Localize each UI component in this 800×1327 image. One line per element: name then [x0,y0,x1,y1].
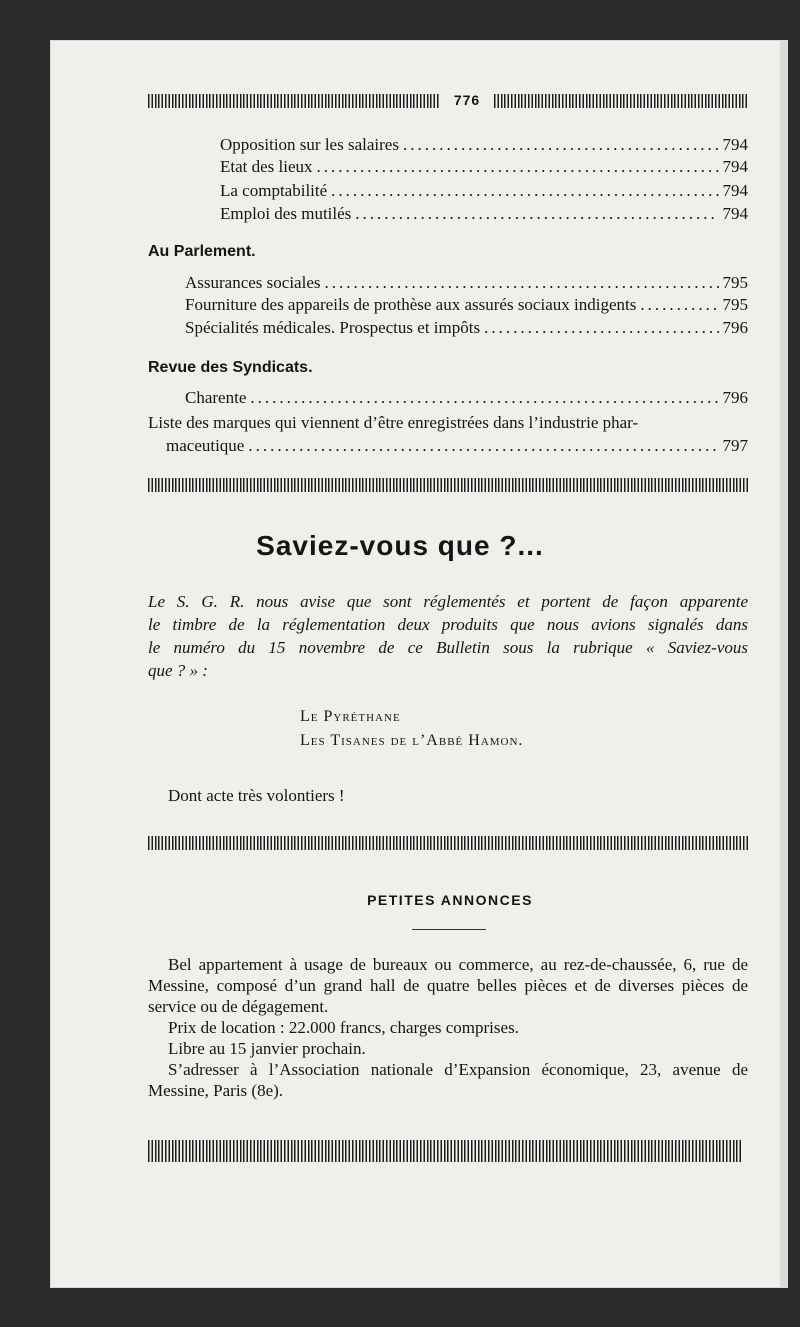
toc-entry: Fourniture des appareils de prothèse aux assurés sociaux indigents ..... 795 [185,294,748,316]
saviez-line: Le S. G. R. nous avise que sont réglementés et portent de façon apparente [148,592,748,611]
toc-entry: Etat des lieux ..... 794 [220,156,748,178]
annonces-body [148,954,748,1101]
product-name: Le Pyréthane [300,708,401,725]
toc-entry-liste-line1: Liste des marques qui viennent d’être enregistrées dans l’industrie phar- [148,413,639,432]
toc-entry: Emploi des mutilés ..... 794 [220,203,748,225]
annonces-title: PETITES ANNONCES [367,892,533,908]
annonce-paragraph: Bel appartement à usage de bureaux ou commerce, au rez-de-chaussée, 6, rue de Messine, composé d’un grand hall de quatre belles pièces et de diverses pièces de service ou de dégagement. [148,955,748,1016]
saviez-line: le numéro du 15 novembre de ce Bulletin sous la rubrique « Saviez-vous [148,638,748,657]
toc-entry: Spécialités médicales. Prospectus et impôts ..... 796 [185,317,748,339]
title-underline [412,929,486,930]
toc-entry: maceutique ..... 797 [166,435,748,457]
section-rule [148,478,748,492]
saviez-line: le timbre de la réglementation deux produits que nous avions signalés dans [148,615,748,634]
product-name: Les Tisanes de l’Abbé Hamon. [300,732,524,749]
footer-rule [148,1140,742,1162]
saviez-title: Saviez-vous que ?... [256,530,544,561]
annonce-paragraph: Libre au 15 janvier prochain. [168,1039,366,1058]
section-heading-parlement: Au Parlement. [148,243,256,260]
header-rule-right [494,94,748,108]
page-edge [780,40,788,1288]
page-number: 776 [453,92,481,108]
annonce-paragraph: Prix de location : 22.000 francs, charges comprises. [168,1018,519,1037]
toc-entry: La comptabilité ..... 794 [220,180,748,202]
toc-entry: Assurances sociales ..... 795 [185,272,748,294]
header-rule-left [148,94,440,108]
saviez-line: que ? » : [148,661,208,680]
toc-entry: Charente ..... 796 [185,387,748,409]
section-rule [148,836,748,850]
toc-entry: Opposition sur les salaires ..... 794 [220,134,748,156]
annonce-paragraph: S’adresser à l’Association nationale d’Expansion économique, 23, avenue de Messine, Paris (8e). [148,1060,748,1100]
section-heading-syndicats: Revue des Syndicats. [148,359,313,376]
saviez-closing: Dont acte très volontiers ! [168,786,345,805]
